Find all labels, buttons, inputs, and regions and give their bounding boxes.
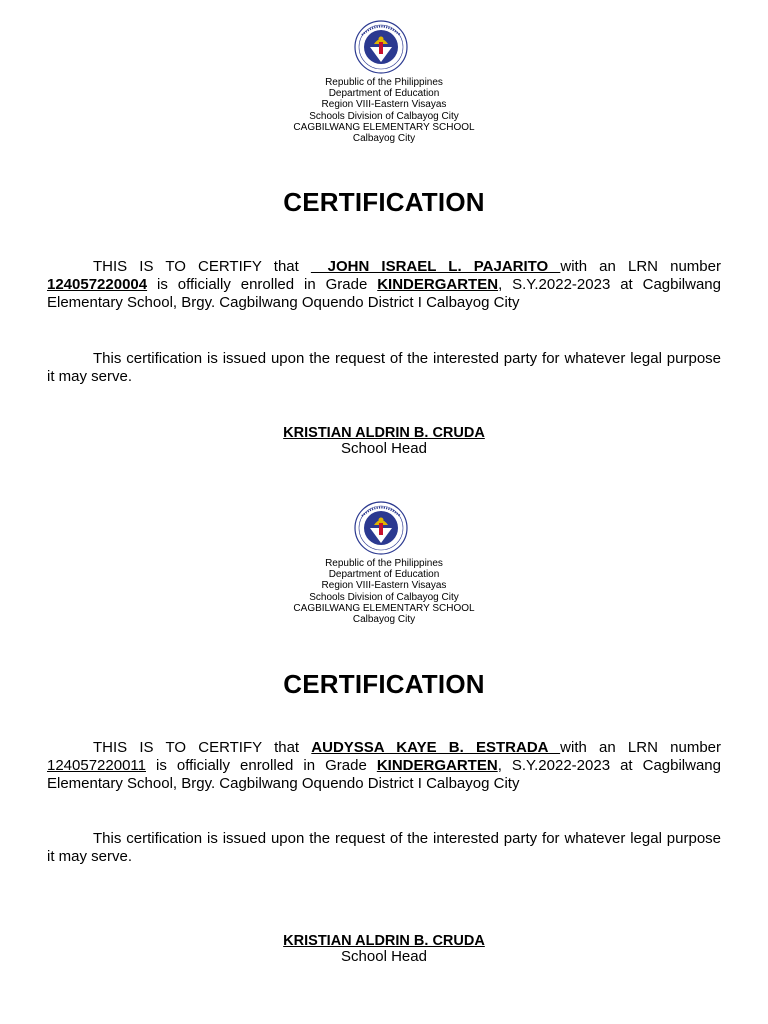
grade-level: KINDERGARTEN [376, 757, 498, 775]
deped-seal-icon [352, 501, 410, 555]
purpose-paragraph: This certification is issued upon the request of the interested party for whatever legal purpose it may serve. [47, 830, 721, 866]
student-name: __JOHN ISRAEL L. PAJARITO [310, 258, 561, 275]
header-city: Calbayog City [352, 614, 416, 626]
letterhead [0, 77, 768, 144]
enrolled-text: is officially enrolled in Grade [146, 757, 377, 775]
certificate-title: CERTIFICATION [283, 187, 485, 217]
school-text: , S.Y.2022-2023 at Cagbilwang Elementary School, Brgy. Cagbilwang Oquendo District I Calbayog City [47, 757, 721, 793]
signatory-role: School Head [341, 440, 427, 457]
header-department: Department of Education [328, 88, 440, 100]
lrn-number: 124057220004 [47, 276, 148, 294]
body-intro: THIS IS TO CERTIFY that [93, 258, 311, 275]
header-department: Department of Education [328, 569, 440, 581]
purpose-paragraph: This certification is issued upon the request of the interested party for whatever legal purpose it may serve. [47, 350, 721, 386]
certification-body [47, 258, 721, 313]
header-division: Schools Division of Calbayog City [309, 110, 459, 122]
signatory-role: School Head [341, 948, 427, 965]
grade-level: KINDERGARTEN [377, 276, 499, 294]
deped-seal-icon [352, 20, 410, 74]
school-text: , S.Y.2022-2023 at Cagbilwang Elementary School, Brgy. Cagbilwang Oquendo District I Calbayog City [47, 276, 721, 312]
signatory-name: KRISTIAN ALDRIN B. CRUDA [283, 933, 485, 949]
lrn-number: 124057220011 [47, 757, 146, 775]
header-city: Calbayog City [352, 133, 416, 145]
header-country: Republic of the Philippines [325, 558, 443, 569]
signatory-block [0, 933, 768, 965]
certification-body [47, 739, 721, 794]
header-school: CAGBILWANG ELEMENTARY SCHOOL [293, 602, 475, 614]
lrn-intro: with an LRN number [560, 258, 721, 275]
body-intro: THIS IS TO CERTIFY that [93, 739, 312, 756]
certificate-title: CERTIFICATION [283, 669, 485, 699]
letterhead [0, 558, 768, 625]
signatory-name: KRISTIAN ALDRIN B. CRUDA [283, 425, 485, 441]
signatory-block [0, 425, 768, 457]
enrolled-text: is officially enrolled in Grade [147, 276, 378, 294]
header-region: Region VIII-Eastern Visayas [321, 99, 447, 111]
student-name: AUDYSSA KAYE B. ESTRADA [311, 739, 561, 756]
header-region: Region VIII-Eastern Visayas [321, 580, 447, 592]
lrn-intro: with an LRN number [560, 739, 721, 756]
header-division: Schools Division of Calbayog City [309, 591, 459, 603]
header-school: CAGBILWANG ELEMENTARY SCHOOL [293, 121, 475, 133]
header-country: Republic of the Philippines [325, 77, 443, 88]
